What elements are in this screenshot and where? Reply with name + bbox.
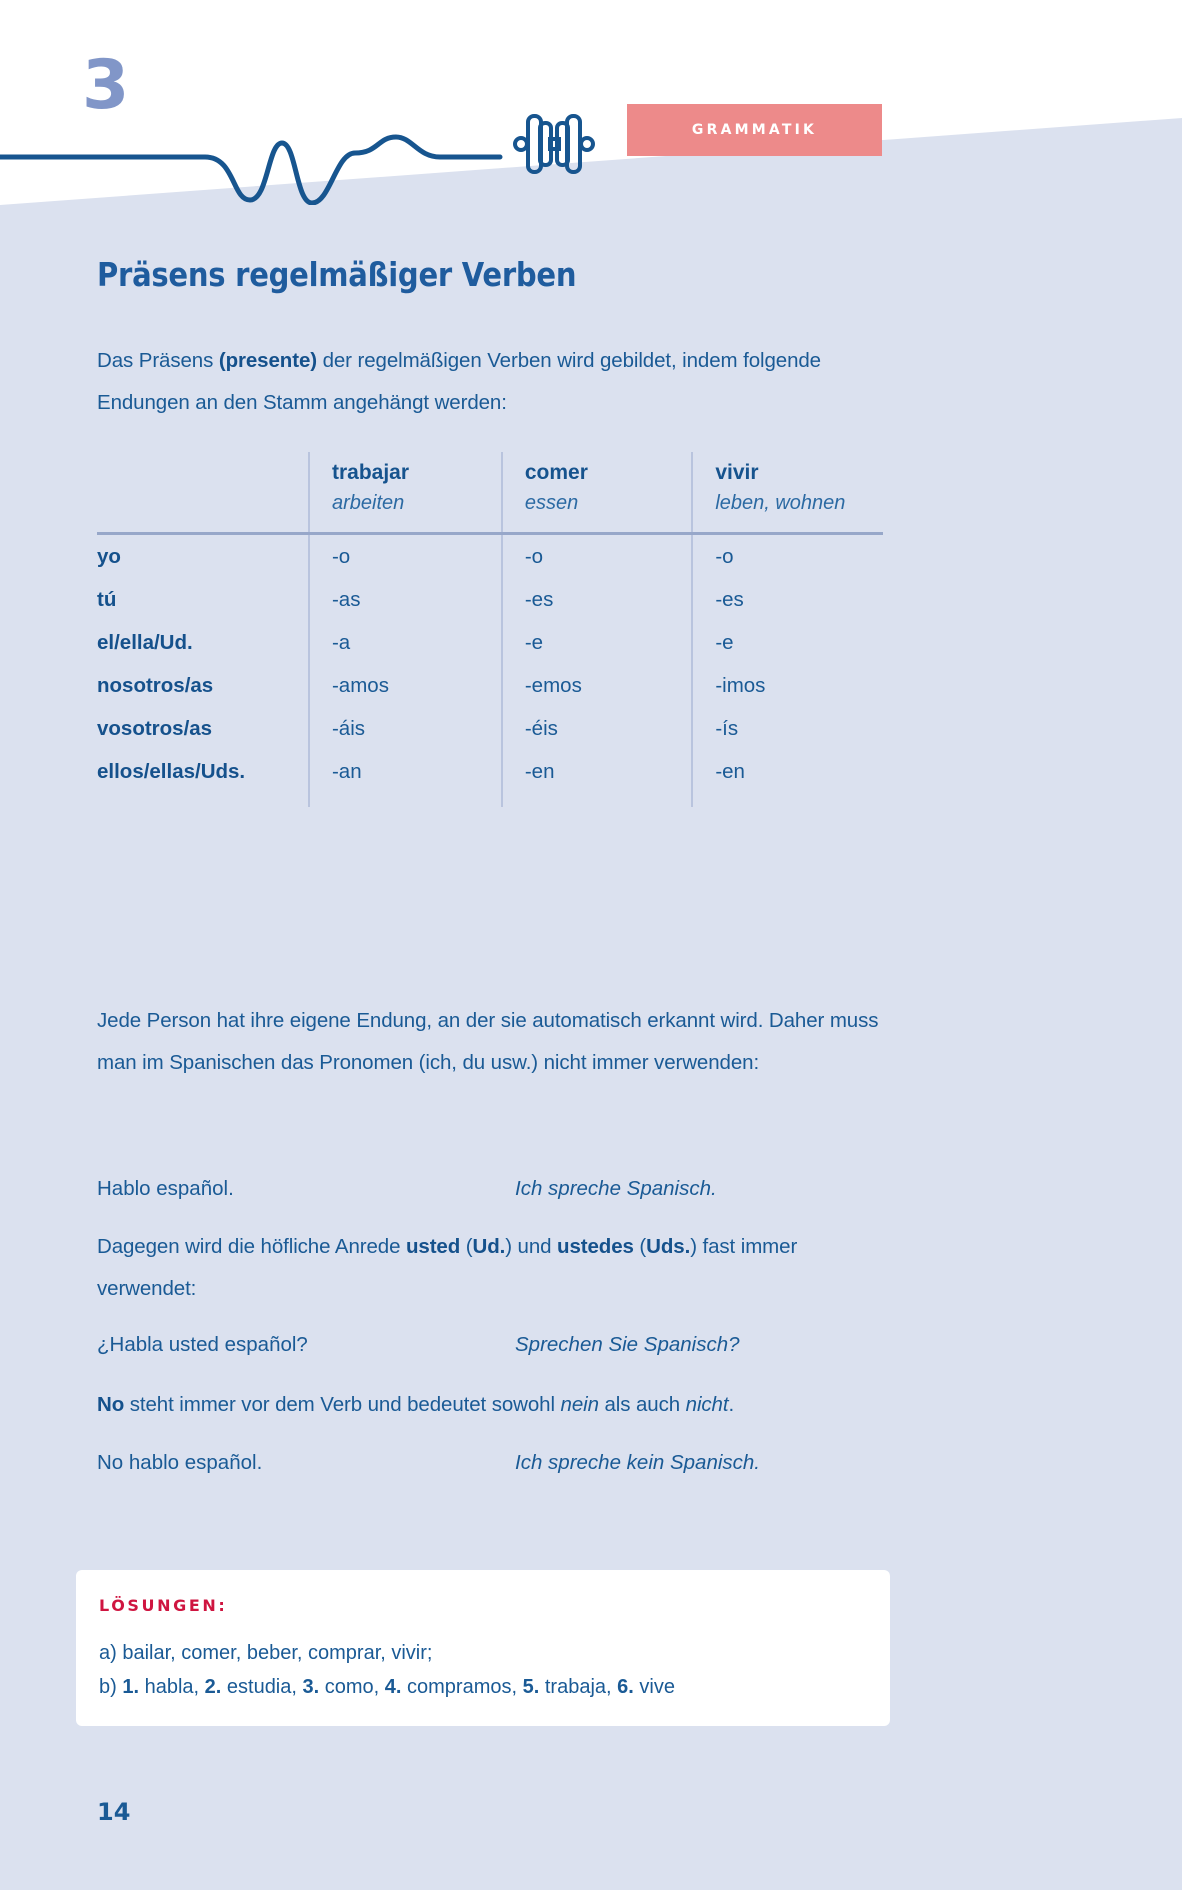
solution-word-4: compramos, bbox=[401, 1676, 523, 1698]
ending-cell: -amos bbox=[309, 664, 502, 707]
ending-cell: -éis bbox=[502, 707, 692, 750]
table-row bbox=[97, 534, 883, 579]
ending-cell: -an bbox=[309, 750, 502, 807]
verb-translation: leben, wohnen bbox=[715, 492, 846, 514]
chapter-number: 3 bbox=[82, 46, 129, 125]
verb-translation: arbeiten bbox=[331, 492, 405, 514]
solution-num-6: 6. bbox=[617, 1676, 634, 1698]
usted-bold-usted: usted bbox=[405, 1235, 461, 1258]
ending-cell: -as bbox=[309, 578, 502, 621]
solution-word-1: habla, bbox=[139, 1676, 205, 1698]
solution-word-5: trabaja, bbox=[539, 1676, 618, 1698]
usted-text-4: ( bbox=[633, 1235, 647, 1258]
usted-bold-ustedes: ustedes bbox=[557, 1235, 634, 1258]
example-german: Ich spreche Spanisch. bbox=[515, 1177, 717, 1200]
table-row bbox=[97, 664, 883, 707]
ending-cell: -o bbox=[309, 534, 502, 579]
table-row bbox=[97, 750, 883, 807]
table-header-row bbox=[97, 452, 883, 532]
solution-num-2: 2. bbox=[204, 1676, 222, 1698]
solution-num-4: 4. bbox=[384, 1676, 402, 1698]
usted-bold-ud: Ud. bbox=[472, 1235, 506, 1258]
ending-cell: -áis bbox=[309, 707, 502, 750]
table-row bbox=[97, 578, 883, 621]
table-header-trabajar bbox=[309, 452, 502, 532]
ending-cell: -o bbox=[692, 534, 883, 579]
pronoun-cell: ellos/ellas/Uds. bbox=[97, 760, 246, 783]
example-habla-usted bbox=[97, 1324, 897, 1366]
example-spanish: ¿Habla usted español? bbox=[97, 1333, 308, 1356]
ending-cell: -es bbox=[692, 578, 883, 621]
paragraph-usted bbox=[97, 1226, 897, 1310]
verb-translation: essen bbox=[524, 492, 579, 514]
ending-cell: -e bbox=[692, 621, 883, 664]
example-no-hablo bbox=[97, 1442, 897, 1484]
usted-bold-uds: Uds. bbox=[646, 1235, 691, 1258]
no-bold: No bbox=[97, 1393, 125, 1416]
verb-infinitive: comer bbox=[524, 461, 588, 484]
ending-cell: -imos bbox=[692, 664, 883, 707]
section-badge bbox=[627, 104, 882, 156]
table-row bbox=[97, 621, 883, 664]
pronoun-cell: tú bbox=[97, 588, 117, 611]
solution-num-1: 1. bbox=[122, 1676, 140, 1698]
conjugation-table bbox=[97, 452, 883, 807]
intro-paragraph bbox=[97, 340, 897, 424]
solution-line-a: a) bailar, comer, beber, comprar, vivir; bbox=[99, 1642, 433, 1664]
no-text-2: als auch bbox=[598, 1393, 686, 1416]
page-number: 14 bbox=[97, 1798, 131, 1826]
usted-text-2: ( bbox=[460, 1235, 473, 1258]
pronoun-cell: el/ella/Ud. bbox=[97, 631, 193, 654]
no-text-1: steht immer vor dem Verb und bedeutet sowohl bbox=[124, 1393, 561, 1416]
example-spanish: No hablo español. bbox=[97, 1451, 263, 1474]
intro-text-2: der regelmäßigen Verben wird gebildet, indem folgende Endungen an den Stamm angehängt werden: bbox=[97, 349, 821, 414]
page-title: Präsens regelmäßiger Verben bbox=[97, 255, 577, 294]
intro-presente: (presente) bbox=[218, 349, 317, 372]
solution-word-6: vive bbox=[633, 1676, 675, 1698]
table-header-vivir bbox=[692, 452, 883, 532]
ending-cell: -e bbox=[502, 621, 692, 664]
ending-cell: -es bbox=[502, 578, 692, 621]
solution-line-b bbox=[99, 1670, 675, 1704]
dumbbell-icon bbox=[508, 108, 600, 180]
solution-num-5: 5. bbox=[522, 1676, 540, 1698]
ending-cell: -en bbox=[692, 750, 883, 807]
ending-cell: -o bbox=[502, 534, 692, 579]
usted-text-5: ) fast immer verwendet: bbox=[97, 1235, 798, 1300]
usted-text-3: ) und bbox=[505, 1235, 558, 1258]
section-badge-label: GRAMMATIK bbox=[691, 122, 818, 138]
table-header-blank bbox=[97, 452, 309, 532]
solution-word-2: estudia, bbox=[221, 1676, 303, 1698]
solution-word-3: como, bbox=[319, 1676, 385, 1698]
example-german: Sprechen Sie Spanisch? bbox=[515, 1333, 740, 1356]
ending-cell: -a bbox=[309, 621, 502, 664]
ending-cell: -en bbox=[502, 750, 692, 807]
solutions-content bbox=[99, 1636, 675, 1704]
verb-infinitive: trabajar bbox=[331, 461, 410, 484]
solution-b-prefix: b) bbox=[99, 1676, 123, 1698]
solutions-box bbox=[76, 1570, 890, 1726]
table-row bbox=[97, 707, 883, 750]
pronoun-cell: vosotros/as bbox=[97, 717, 213, 740]
paragraph-person-endings: Jede Person hat ihre eigene Endung, an der sie automatisch erkannt wird. Daher muss man im Spanischen das Pronomen (ich, du usw.) nicht immer verwenden: bbox=[97, 1009, 879, 1074]
verb-infinitive: vivir bbox=[715, 461, 759, 484]
example-spanish: Hablo español. bbox=[97, 1177, 234, 1200]
intro-text-1: Das Präsens bbox=[97, 349, 219, 372]
no-text-3: . bbox=[728, 1393, 735, 1416]
ending-cell: -ís bbox=[692, 707, 883, 750]
ending-cell: -emos bbox=[502, 664, 692, 707]
table-header-comer bbox=[502, 452, 692, 532]
pronoun-cell: yo bbox=[97, 545, 121, 568]
no-italic-nicht: nicht bbox=[685, 1393, 729, 1416]
no-italic-nein: nein bbox=[560, 1393, 599, 1416]
solutions-title: LÖSUNGEN: bbox=[99, 1596, 228, 1615]
example-german: Ich spreche kein Spanisch. bbox=[515, 1451, 760, 1474]
pronoun-cell: nosotros/as bbox=[97, 674, 214, 697]
usted-text-1: Dagegen wird die höfliche Anrede bbox=[97, 1235, 406, 1258]
paragraph-no bbox=[97, 1384, 897, 1426]
example-hablo-espanol bbox=[97, 1168, 897, 1210]
solution-num-3: 3. bbox=[302, 1676, 320, 1698]
